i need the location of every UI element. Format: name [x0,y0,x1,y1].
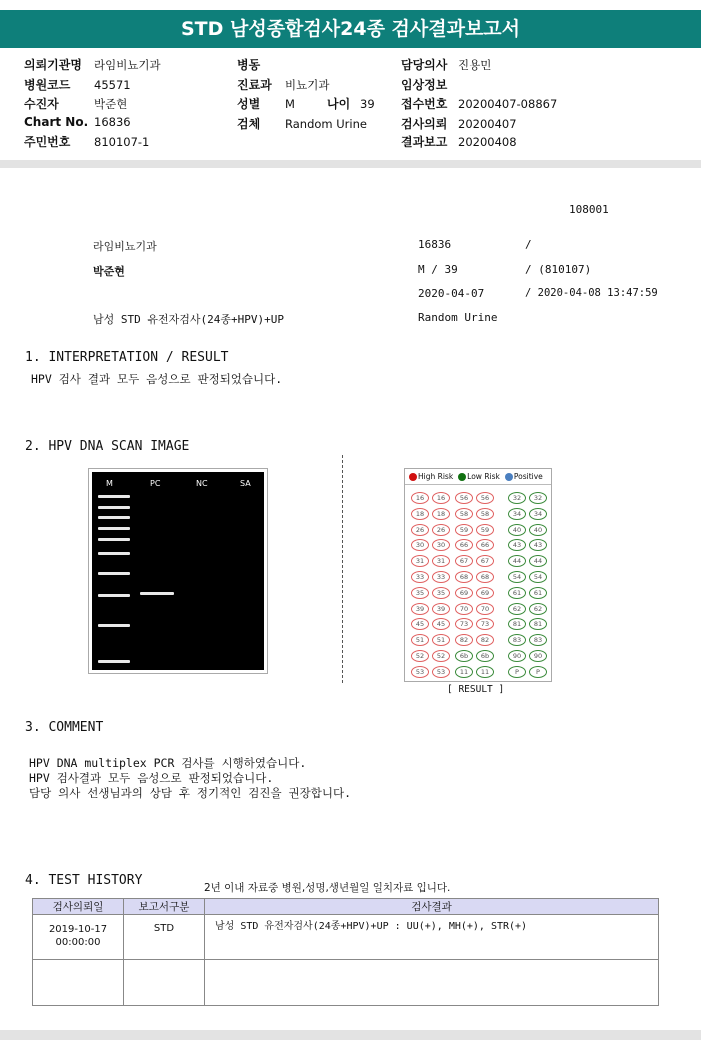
hpv-type-oval: 26 [411,524,429,536]
hpv-type-oval: 51 [411,634,429,646]
header-field-label: 임상정보 [401,78,448,92]
footer-bar [0,1030,701,1040]
header-field-value: 16836 [94,115,131,129]
history-header-row [33,899,659,915]
ladder-band [98,495,130,498]
header-field-label: 접수번호 [401,97,448,111]
hpv-type-oval: 16 [432,492,450,504]
comment-text [29,756,351,801]
summary-clinic: 라임비뇨기과 [93,240,157,253]
history-date-cell [33,915,124,960]
hpv-type-oval: 31 [411,555,429,567]
ladder-band [98,594,130,597]
hpv-type-oval: 59 [455,524,473,536]
comment-line: 담당 의사 선생님과의 상담 후 정기적인 검진을 권장합니다. [29,786,352,800]
hpv-type-oval: 11 [476,666,494,678]
summary-receipt-date: 2020-04-07 [418,287,485,300]
hpv-type-oval: 45 [432,618,450,630]
header-field-label: 담당의사 [401,58,448,72]
history-date-cell [33,960,124,1006]
hpv-type-oval: 40 [508,524,526,536]
header-field [401,133,517,150]
hpv-type-oval: 59 [476,524,494,536]
hpv-type-oval: 69 [476,587,494,599]
hpv-type-oval: 54 [508,571,526,583]
header-field-label: Chart No. [24,115,89,129]
hpv-type-oval: 56 [455,492,473,504]
table-row [33,960,659,1006]
gel-lane-label: PC [150,479,161,488]
age-value: 39 [360,97,375,111]
legend-dot-icon [458,473,466,481]
ladder-band [98,572,130,575]
legend-label: High Risk [418,472,454,481]
report-title: STD 남성종합검사24종 검사결과보고서 [0,10,701,48]
header-field [24,56,161,73]
image-divider [342,455,343,683]
hpv-type-oval: 66 [476,539,494,551]
hpv-type-oval: 67 [455,555,473,567]
hpv-type-oval: 90 [529,650,547,662]
legend-label: Positive [513,472,543,481]
header-field-value: 진용민 [458,58,492,72]
legend-entry [505,472,543,481]
hpv-type-oval: 32 [529,492,547,504]
hpv-type-oval: 26 [432,524,450,536]
hpv-type-oval: 82 [476,634,494,646]
hpv-type-oval: 73 [476,618,494,630]
history-note: 2년 이내 자료중 병원,성명,생년월일 일치자료 입니다. [204,882,451,894]
header-field [237,56,285,73]
history-header-date: 검사의뢰일 [33,899,124,915]
hpv-type-oval: 58 [455,508,473,520]
gel-lane-label: M [106,479,113,488]
hpv-type-oval: 52 [432,650,450,662]
hpv-type-oval: 81 [508,618,526,630]
report-code: 108001 [569,203,609,216]
hpv-type-oval: 53 [432,666,450,678]
header-field [24,115,131,129]
header-field-value: 810107-1 [94,135,150,149]
hpv-type-oval: 61 [508,587,526,599]
positive-control-band [140,592,174,595]
hpv-type-oval: 51 [432,634,450,646]
header-field-label: 병원코드 [24,78,71,92]
legend-dot-icon [409,473,417,481]
legend-label: Low Risk [467,472,500,481]
hpv-type-oval: P [508,666,526,678]
hpv-type-oval: 67 [476,555,494,567]
hpv-type-oval: 68 [455,571,473,583]
hpv-type-oval: 61 [529,587,547,599]
history-header-result: 검사결과 [205,899,659,915]
header-field [401,115,517,132]
summary-patient: 박준현 [93,265,125,278]
history-table [32,898,659,1006]
grid-legend [405,469,551,485]
hpv-type-oval: 52 [411,650,429,662]
hpv-type-oval: 54 [529,571,547,583]
header-separator [0,160,701,168]
hpv-type-oval: 6b [476,650,494,662]
hpv-type-oval: 35 [411,587,429,599]
header-field-label: 진료과 [237,78,272,92]
summary-chart: 16836 [418,238,452,251]
history-type [124,960,205,1006]
summary-birth: / (810107) [525,263,592,276]
header-field [24,95,127,112]
hpv-type-oval: 39 [411,603,429,615]
header-field-value: 20200408 [458,135,517,149]
summary-specimen: Random Urine [418,311,498,324]
hpv-type-oval: 33 [432,571,450,583]
hpv-type-oval: 31 [432,555,450,567]
header-field-label: 주민번호 [24,135,71,149]
header-field-label: 의뢰기관명 [24,58,82,72]
header-field-value: 20200407 [458,117,517,131]
result-label: [ RESULT ] [447,684,505,695]
hpv-type-oval: 73 [455,618,473,630]
hpv-type-oval: 68 [476,571,494,583]
hpv-type-oval: 66 [455,539,473,551]
comment-line: HPV DNA multiplex PCR 검사를 시행하였습니다. [29,756,307,770]
hpv-type-oval: 70 [455,603,473,615]
header-field [24,133,149,150]
hpv-type-oval: 32 [508,492,526,504]
header-field-value: Random Urine [285,117,367,131]
hpv-type-oval: 83 [508,634,526,646]
hpv-type-oval: 11 [455,666,473,678]
hpv-type-oval: 83 [529,634,547,646]
hpv-type-oval: 43 [529,539,547,551]
hpv-type-oval: 43 [508,539,526,551]
hpv-type-oval: 30 [411,539,429,551]
ladder-band [98,538,130,541]
summary-slash: / [525,238,532,251]
hpv-type-oval: 33 [411,571,429,583]
hpv-type-oval: 40 [529,524,547,536]
age-field [327,95,375,112]
table-row [33,915,659,960]
gel-image [88,468,268,674]
history-type: STD [124,915,205,960]
hpv-type-oval: 18 [411,508,429,520]
hpv-type-oval: 62 [508,603,526,615]
ladder-band [98,552,130,555]
history-result: 남성 STD 유전자검사(24종+HPV)+UP : UU(+), MH(+), STR(+) [205,915,659,960]
header-field-value: 비뇨기과 [285,78,330,92]
hpv-type-oval: 44 [529,555,547,567]
header-field-value: 박준현 [94,97,128,111]
hpv-type-oval: 53 [411,666,429,678]
header-field-label: 결과보고 [401,135,448,149]
history-header-type: 보고서구분 [124,899,205,915]
ladder-band [98,527,130,530]
header-field-label: 병동 [237,58,261,72]
hpv-type-oval: 16 [411,492,429,504]
hpv-type-oval: 62 [529,603,547,615]
hpv-type-oval: P [529,666,547,678]
hpv-type-oval: 69 [455,587,473,599]
legend-entry [409,472,453,481]
hpv-type-oval: 70 [476,603,494,615]
header-field-value: 20200407-08867 [458,97,558,111]
hpv-type-oval: 30 [432,539,450,551]
hpv-scan-grid [404,468,552,682]
header-field [237,115,367,132]
age-label: 나이 [327,97,351,111]
legend-dot-icon [505,473,513,481]
header-field-label: 수진자 [24,97,59,111]
hpv-type-oval: 56 [476,492,494,504]
gel-background [92,472,264,670]
ladder-band [98,660,130,663]
history-time: 00:00:00 [55,937,101,948]
hpv-type-oval: 45 [411,618,429,630]
hpv-type-oval: 81 [529,618,547,630]
section-1-title: 1. INTERPRETATION / RESULT [25,350,229,365]
hpv-type-oval: 58 [476,508,494,520]
hpv-type-oval: 35 [432,587,450,599]
header-field-label: 검사의뢰 [401,117,448,131]
section-4-title: 4. TEST HISTORY [25,873,143,888]
section-2-title: 2. HPV DNA SCAN IMAGE [25,439,190,454]
comment-line: HPV 검사결과 모두 음성으로 판정되었습니다. [29,771,274,785]
section-1-text: HPV 검사 결과 모두 음성으로 판정되었습니다. [31,372,283,386]
history-result [205,960,659,1006]
header-field [24,76,131,93]
header-field-value: M [285,97,295,111]
header-field [401,56,491,73]
hpv-type-oval: 6b [455,650,473,662]
legend-entry [458,472,500,481]
gel-lane-label: SA [240,479,251,488]
header-field-label: 성별 [237,97,261,111]
ladder-band [98,506,130,509]
hpv-type-oval: 82 [455,634,473,646]
header-field-value: 45571 [94,78,131,92]
summary-test-name: 남성 STD 유전자검사(24종+HPV)+UP [93,313,284,326]
header-field-value: 라임비뇨기과 [94,58,161,72]
ladder-band [98,624,130,627]
ladder-band [98,516,130,519]
header-field-label: 검체 [237,117,261,131]
hpv-type-oval: 34 [508,508,526,520]
hpv-type-oval: 18 [432,508,450,520]
header-field [401,95,557,112]
gel-lane-label: NC [196,479,208,488]
summary-report-datetime: / 2020-04-08 13:47:59 [525,287,658,299]
header-field [401,76,458,93]
summary-sex-age: M / 39 [418,263,458,276]
hpv-type-oval: 39 [432,603,450,615]
hpv-type-oval: 44 [508,555,526,567]
header-field [237,95,295,112]
header-field [237,76,329,93]
section-3-title: 3. COMMENT [25,720,104,735]
history-date: 2019-10-17 [48,924,108,935]
hpv-type-oval: 34 [529,508,547,520]
hpv-type-oval: 90 [508,650,526,662]
